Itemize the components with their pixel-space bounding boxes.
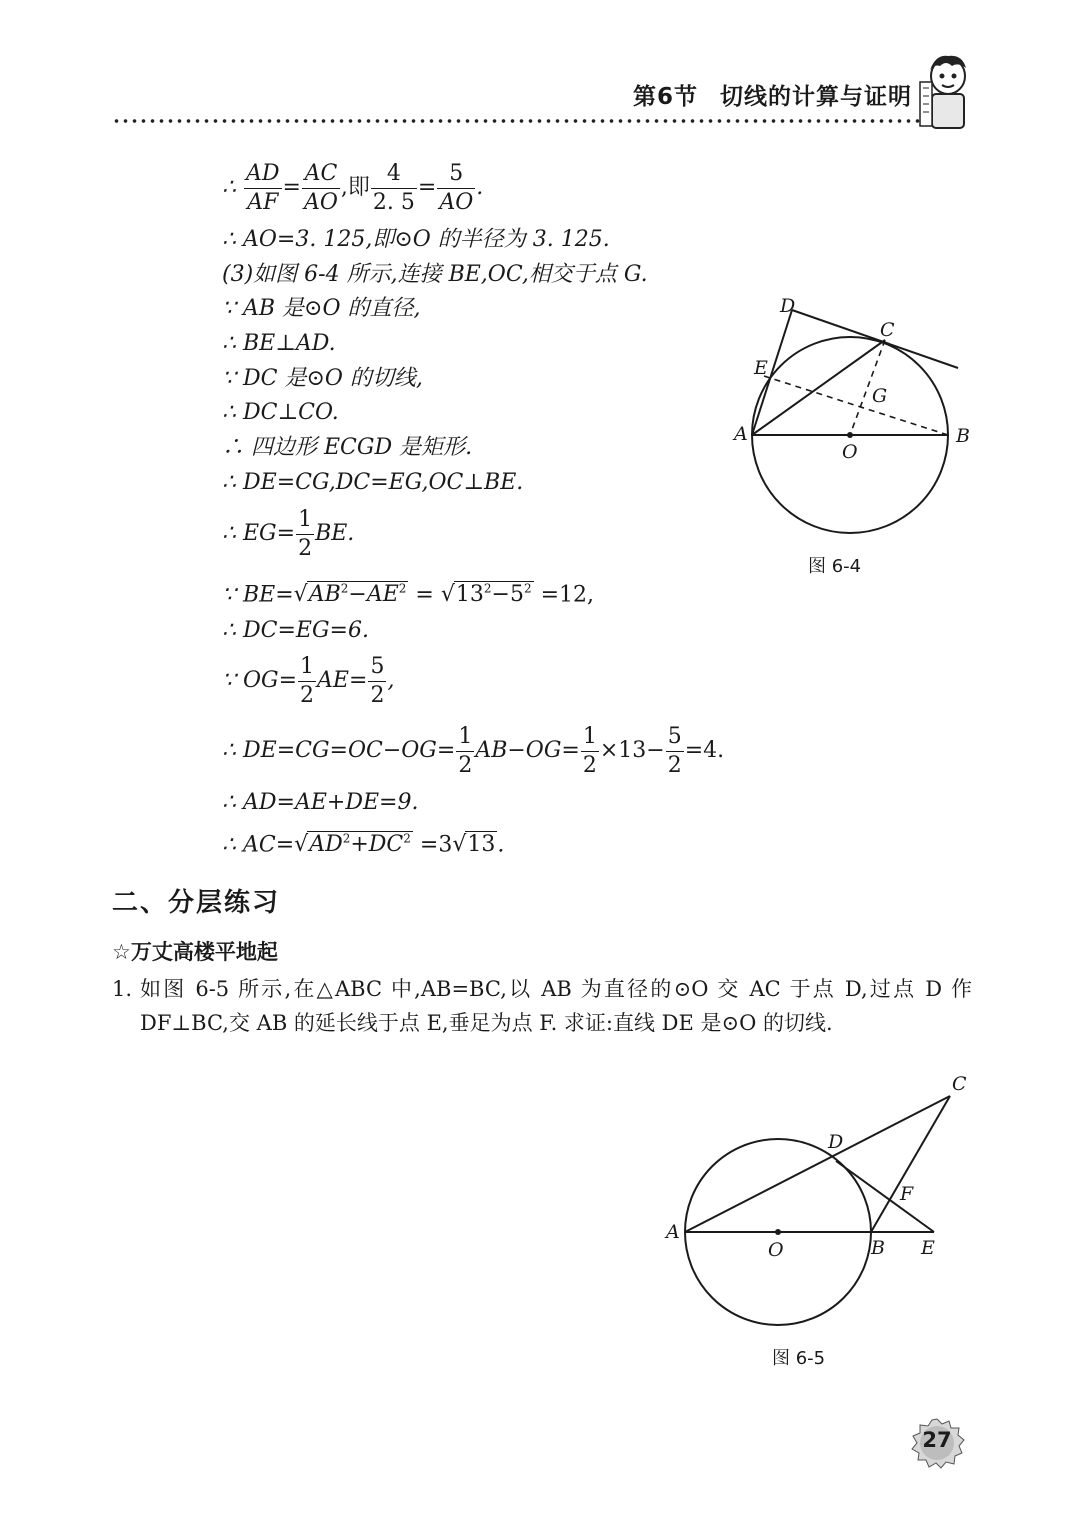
figure-6-4: [720, 290, 980, 550]
fraction: [244, 160, 282, 216]
fraction: [437, 160, 475, 216]
solution-line-4: ∵ AB 是⊙O 的直径,: [222, 296, 421, 321]
exponent: 2: [403, 832, 411, 846]
segment-de: [836, 1161, 934, 1232]
text: ,即: [340, 175, 370, 200]
section-number: 第6节: [632, 84, 698, 110]
fraction: [666, 723, 684, 779]
text: ∴ AC=: [222, 832, 295, 858]
exponent: 2: [398, 582, 407, 596]
exponent: 2: [483, 582, 492, 596]
equals: =: [417, 175, 437, 200]
equals: =: [415, 582, 434, 608]
term: +DC: [350, 832, 404, 858]
label-b: B: [871, 1237, 885, 1259]
label-d: D: [780, 295, 796, 317]
period: .: [497, 832, 505, 858]
equals: =: [282, 175, 301, 200]
solution-line-12: ∴ DC=EG=6.: [222, 618, 369, 643]
solution-line-3: (3)如图 6-4 所示,连接 BE,OC,相交于点 G.: [222, 262, 648, 287]
section-heading: 二、分层练习: [112, 888, 281, 918]
text: ×13−: [599, 738, 665, 763]
label-f: F: [900, 1183, 914, 1205]
denominator: 2. 5: [372, 189, 415, 215]
label-o: O: [768, 1239, 784, 1261]
label-a: A: [734, 423, 748, 445]
numerator: 4: [371, 160, 417, 189]
fraction: [456, 723, 474, 779]
numerator: 5: [368, 653, 386, 682]
text: ∵ OG=: [222, 668, 298, 693]
mascot-icon: [918, 52, 980, 132]
term: AD: [309, 832, 343, 858]
radicand: [307, 581, 409, 607]
denominator: 2: [582, 752, 597, 778]
numerator: 1: [296, 506, 314, 535]
solution-line-13: [222, 653, 394, 709]
solution-line-2: ∴ AO=3. 125,即⊙O 的半径为 3. 125.: [222, 227, 610, 252]
text: ∴ DE=CG=OC−OG=: [222, 738, 456, 763]
therefore-symbol: ∴: [222, 175, 236, 200]
label-a: A: [666, 1221, 680, 1243]
denominator: 2: [370, 682, 385, 708]
fraction: [298, 653, 316, 709]
segment-ac: [752, 340, 888, 435]
label-b: B: [956, 425, 970, 447]
header-dotted-rule: [112, 118, 926, 124]
text: AE=: [317, 668, 368, 693]
figure-6-5: [660, 1070, 980, 1340]
text: AB−OG=: [475, 738, 580, 763]
section-title: 切线的计算与证明: [720, 84, 912, 110]
label-d: D: [828, 1131, 844, 1153]
solution-line-9: ∴ DE=CG,DC=EG,OC⊥BE.: [222, 470, 524, 495]
denominator: AO: [303, 189, 338, 215]
denominator: 2: [300, 682, 315, 708]
fraction: [371, 160, 417, 216]
numerator: AC: [302, 160, 340, 189]
text: BE.: [315, 521, 355, 546]
sqrt-icon: √: [440, 582, 455, 608]
problem-number: 1.: [112, 977, 133, 1001]
label-c: C: [880, 319, 895, 341]
label-c: C: [952, 1073, 967, 1095]
center-point: [775, 1229, 781, 1235]
denominator: 2: [298, 535, 313, 561]
text: =12,: [540, 582, 595, 608]
period: .: [476, 175, 484, 200]
radicand: [307, 831, 413, 857]
denominator: AF: [247, 189, 279, 215]
fraction: [302, 160, 340, 216]
figure-6-5-caption: 图 6-5: [772, 1348, 826, 1369]
numerator: AD: [244, 160, 282, 189]
fraction: [368, 653, 386, 709]
chapter-header: [633, 78, 912, 111]
numerator: 1: [456, 723, 474, 752]
solution-line-16: [222, 833, 504, 856]
radicand: [454, 581, 534, 607]
solution-line-1: [222, 160, 483, 216]
fraction: [581, 723, 599, 779]
term: −5: [491, 582, 524, 608]
numerator: 1: [581, 723, 599, 752]
text: ,: [387, 668, 395, 693]
term: 13: [455, 582, 484, 608]
page-number: 27: [922, 1428, 952, 1452]
label-e: E: [921, 1237, 935, 1259]
sqrt-icon: √: [293, 582, 308, 608]
solution-line-7: ∴ DC⊥CO.: [222, 400, 339, 425]
solution-line-11: [222, 583, 594, 606]
label-g: G: [872, 385, 888, 407]
denominator: 2: [458, 752, 473, 778]
text: ∴ EG=: [222, 521, 296, 546]
problem-1: [112, 972, 972, 1040]
solution-line-14: [222, 723, 724, 779]
solution-line-10: [222, 506, 354, 562]
tangent-dc: [792, 310, 958, 368]
exponent: 2: [340, 582, 349, 596]
radicand: 13: [467, 832, 496, 858]
exponent: 2: [342, 832, 351, 846]
label-o: O: [842, 441, 858, 463]
solution-line-8: ∴ 四边形 ECGD 是矩形.: [222, 435, 473, 460]
denominator: 2: [667, 752, 682, 778]
text: =4.: [684, 738, 725, 763]
fraction: [296, 506, 314, 562]
numerator: 5: [666, 723, 684, 752]
term: −AE: [348, 582, 399, 608]
solution-line-15: ∴ AD=AE+DE=9.: [222, 790, 419, 815]
center-point: [847, 432, 853, 438]
sqrt-icon: √: [294, 832, 309, 858]
subsection-heading: ☆万丈高楼平地起: [112, 940, 278, 964]
text: =3: [419, 832, 453, 858]
sqrt-icon: √: [452, 832, 467, 858]
label-e: E: [754, 357, 768, 379]
text: ∵ BE=: [222, 582, 294, 608]
problem-text: 如图 6-5 所示,在△ABC 中,AB=BC,以 AB 为直径的⊙O 交 AC 于点 D,过点 D 作 DF⊥BC,交 AB 的延长线于点 E,垂足为点 F. 求证:直线 DE 是⊙O 的切线.: [140, 977, 972, 1035]
solution-line-6: ∵ DC 是⊙O 的切线,: [222, 366, 423, 391]
denominator: AO: [439, 189, 474, 215]
solution-line-5: ∴ BE⊥AD.: [222, 331, 336, 356]
figure-6-4-caption: 图 6-4: [808, 556, 862, 577]
exponent: 2: [523, 582, 532, 596]
numerator: 5: [437, 160, 475, 189]
term: AB: [308, 582, 341, 608]
numerator: 1: [298, 653, 316, 682]
